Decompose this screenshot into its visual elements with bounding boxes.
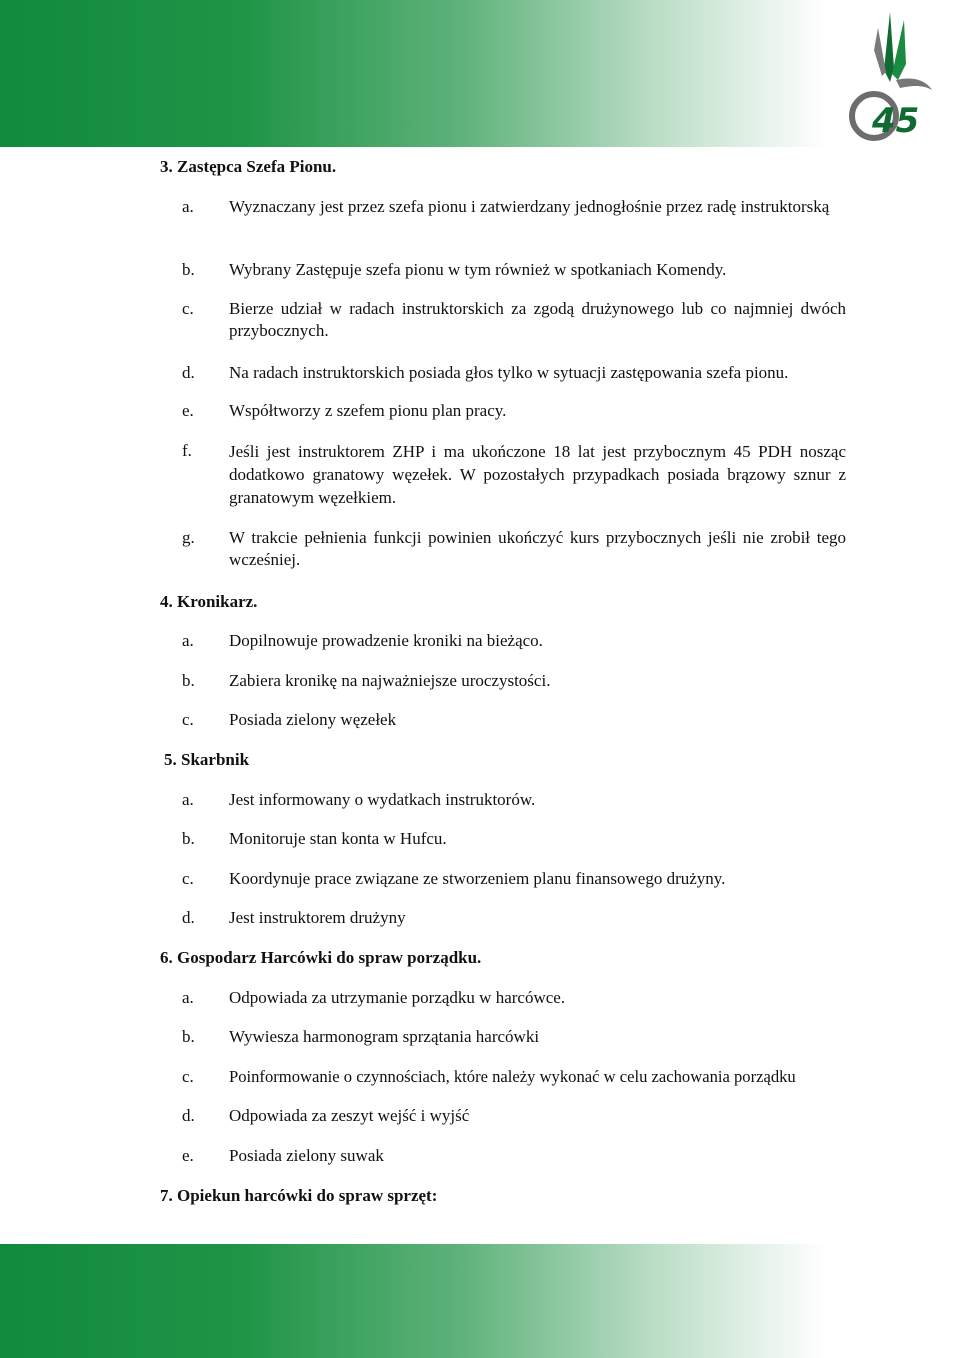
list-item-letter: c.: [182, 299, 194, 318]
list-item-text: Koordynuje prace związane ze stworzeniem planu finansowego drużyny.: [229, 869, 726, 888]
list-item-letter: b.: [182, 260, 195, 279]
list-item-text: Jeśli jest instruktorem ZHP i ma ukończone 18 lat jest przybocznym 45 PDH nosząc dodatkowo granatowy węzełek. W pozostałych przypadkach posiada brązowy sznur z granatowym węzełkiem.: [229, 442, 846, 507]
list-item-letter: c.: [182, 869, 194, 888]
troop-45-logo: [828, 8, 940, 142]
list-item-letter: d.: [182, 363, 195, 382]
list-item-text: Zabiera kronikę na najważniejsze uroczystości.: [229, 671, 551, 690]
list-item-letter: e.: [182, 1146, 194, 1165]
list-item-letter: b.: [182, 1027, 195, 1046]
list-item-text: Monitoruje stan konta w Hufcu.: [229, 829, 447, 848]
list-item-text: Odpowiada za zeszyt wejść i wyjść: [229, 1106, 470, 1125]
list-item-text: Poinformowanie o czynnościach, które należy wykonać w celu zachowania porządku: [229, 1067, 796, 1086]
list-item-letter: d.: [182, 908, 195, 927]
list-item-text: Wywiesza harmonogram sprzątania harcówki: [229, 1027, 540, 1046]
list-item-text: Współtworzy z szefem pionu plan pracy.: [229, 401, 507, 420]
list-item-letter: f.: [182, 441, 192, 460]
footer-banner: [0, 1244, 960, 1358]
list-item-text: Na radach instruktorskich posiada głos tylko w sytuacji zastępowania szefa pionu.: [229, 363, 789, 382]
list-item-text: Jest instruktorem drużyny: [229, 908, 406, 927]
section-title-skarbnik: 5. Skarbnik: [164, 750, 250, 769]
list-item-letter: a.: [182, 631, 194, 650]
list-item-letter: d.: [182, 1106, 195, 1125]
list-item-text: Wybrany Zastępuje szefa pionu w tym również w spotkaniach Komendy.: [229, 260, 727, 279]
list-item-text: Jest informowany o wydatkach instruktorów.: [229, 790, 536, 809]
list-item-text: Posiada zielony węzełek: [229, 710, 397, 729]
list-item-letter: a.: [182, 988, 194, 1007]
list-item-letter: e.: [182, 401, 194, 420]
section-title-gospodarz: 6. Gospodarz Harcówki do spraw porządku.: [160, 948, 482, 967]
list-item-text: Dopilnowuje prowadzenie kroniki na bieżąco.: [229, 631, 543, 650]
section-title-zastepca: 3. Zastępca Szefa Pionu.: [160, 157, 337, 176]
header-banner: [0, 0, 960, 147]
list-item-letter: c.: [182, 1067, 194, 1086]
list-item-letter: a.: [182, 197, 194, 216]
list-item-text: W trakcie pełnienia funkcji powinien ukończyć kurs przybocznych jeśli nie zrobił tego wcześniej.: [229, 528, 846, 569]
list-item-text: Posiada zielony suwak: [229, 1146, 384, 1165]
list-item-letter: g.: [182, 528, 195, 547]
list-item-text: Odpowiada za utrzymanie porządku w harcówce.: [229, 988, 566, 1007]
list-item-text: Wyznaczany jest przez szefa pionu i zatwierdzany jednogłośnie przez radę instruktorską: [229, 197, 830, 216]
section-title-kronikarz: 4. Kronikarz.: [160, 592, 258, 611]
logo-text: 45: [872, 101, 920, 141]
list-item-text: Bierze udział w radach instruktorskich za zgodą drużynowego lub co najmniej dwóch przybocznych.: [229, 299, 846, 340]
list-item-letter: c.: [182, 710, 194, 729]
list-item-letter: b.: [182, 671, 195, 690]
section-title-opiekun: 7. Opiekun harcówki do spraw sprzęt:: [160, 1186, 438, 1205]
list-item-letter: b.: [182, 829, 195, 848]
list-item-letter: a.: [182, 790, 194, 809]
